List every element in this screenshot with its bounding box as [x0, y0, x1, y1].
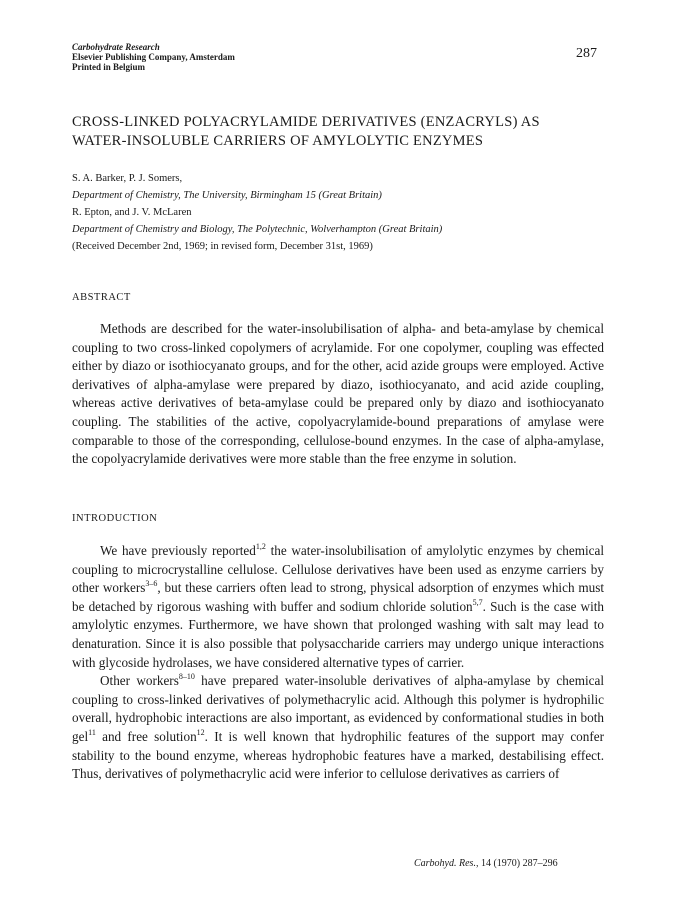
abstract-heading: ABSTRACT: [72, 292, 131, 303]
affiliation-1: Department of Chemistry, The University, Birmingham 15 (Great Britain): [72, 190, 382, 201]
article-title: [72, 113, 612, 151]
reference-marker: 1,2: [255, 542, 266, 551]
intro-paragraph-2: [72, 672, 604, 784]
affiliation-2: Department of Chemistry and Biology, The Polytechnic, Wolverhampton (Great Britain): [72, 224, 443, 235]
text-run: Other workers: [100, 673, 179, 689]
author-block: [72, 170, 612, 255]
author-group-1: S. A. Barker, P. J. Somers,: [72, 173, 183, 184]
intro-paragraph-1: [72, 542, 604, 672]
publisher-line: Elsevier Publishing Company, Amsterdam: [72, 52, 235, 62]
abstract-body: [72, 320, 604, 469]
text-run: the water-insolubilisation of amylolytic enzymes by chemical coupling to microcrystalline cellulose. Cellulose derivatives have been used as enzyme carriers by other workers: [72, 543, 604, 596]
text-run: . Such is the case with amylolytic enzymes. Furthermore, we have shown that prolonged washing with salt may lead to denaturation. Since it is also possible that polysaccharide carriers may undergo unique interactions with glycoside hydrolases, we have considered alternative types of carrier.: [72, 598, 604, 670]
footer-journal: Carbohyd. Res.,: [414, 858, 479, 869]
reference-marker: 12: [196, 727, 205, 737]
text-run: . It is well known that hydrophilic features of the support may confer stability to the bound enzyme, whereas hydrophobic features have a marked, destabilising effect. Thus, derivatives of polymethacrylic acid were inferior to cellulose derivatives as carriers of: [72, 728, 604, 782]
text-run: and free solution: [95, 728, 197, 744]
text-run: have prepared water-insoluble derivatives of alpha-amylase by chemical coupling to cross-linked derivatives of polymethacrylic acid. Although this polymer is hydrophilic overall, hydrophobic interactions are also important, as evidenced by conformational studies in both gel: [72, 673, 605, 744]
introduction-heading: INTRODUCTION: [72, 513, 158, 524]
citation-footer: [414, 858, 558, 869]
title-line-2: WATER-INSOLUBLE CARRIERS OF AMYLOLYTIC ENZYMES: [72, 133, 484, 149]
page-number: 287: [576, 46, 597, 61]
masthead: [72, 42, 235, 72]
reference-marker: 8–10: [178, 672, 195, 682]
abstract-paragraph: Methods are described for the water-insolubilisation of alpha- and beta-amylase by chemical coupling to two cross-linked copolymers of acrylamide. For one copolymer, coupling was effected either by diazo or isothiocyanato groups, and for the other, acid azide groups were employed. Active derivatives of alpha-amylase were prepared by diazo, isothiocyanato, and acid azide coupling, whereas active derivatives of beta-amylase could be prepared only by diazo and isothiocyanato coupling. The stabilities of the active, copolyacrylamide-bound preparations of amylase were comparable to those of the corresponding, cellulose-bound enzymes. In the case of alpha-amylase, the copolyacrylamide derivatives were more stable than the free enzyme in solution.: [72, 321, 604, 467]
reference-marker: 11: [88, 727, 96, 737]
reference-marker: 5,7: [472, 597, 483, 607]
text-run: We have previously reported: [100, 543, 256, 558]
text-run: , but these carriers often lead to strong, physical adsorption of enzymes which must be detached by rigorous washing with buffer and sodium chloride solution: [72, 580, 605, 614]
reference-marker: 3–6: [145, 579, 158, 589]
title-line-1: CROSS-LINKED POLYACRYLAMIDE DERIVATIVES (ENZACRYLS) AS: [72, 114, 540, 130]
introduction-body: [72, 542, 604, 784]
printed-line: Printed in Belgium: [72, 62, 146, 72]
author-group-2: R. Epton, and J. V. McLaren: [72, 207, 192, 218]
footer-citation: 14 (1970) 287–296: [478, 858, 558, 869]
received-dates: (Received December 2nd, 1969; in revised form, December 31st, 1969): [72, 241, 373, 252]
journal-name: Carbohydrate Research: [72, 42, 160, 52]
